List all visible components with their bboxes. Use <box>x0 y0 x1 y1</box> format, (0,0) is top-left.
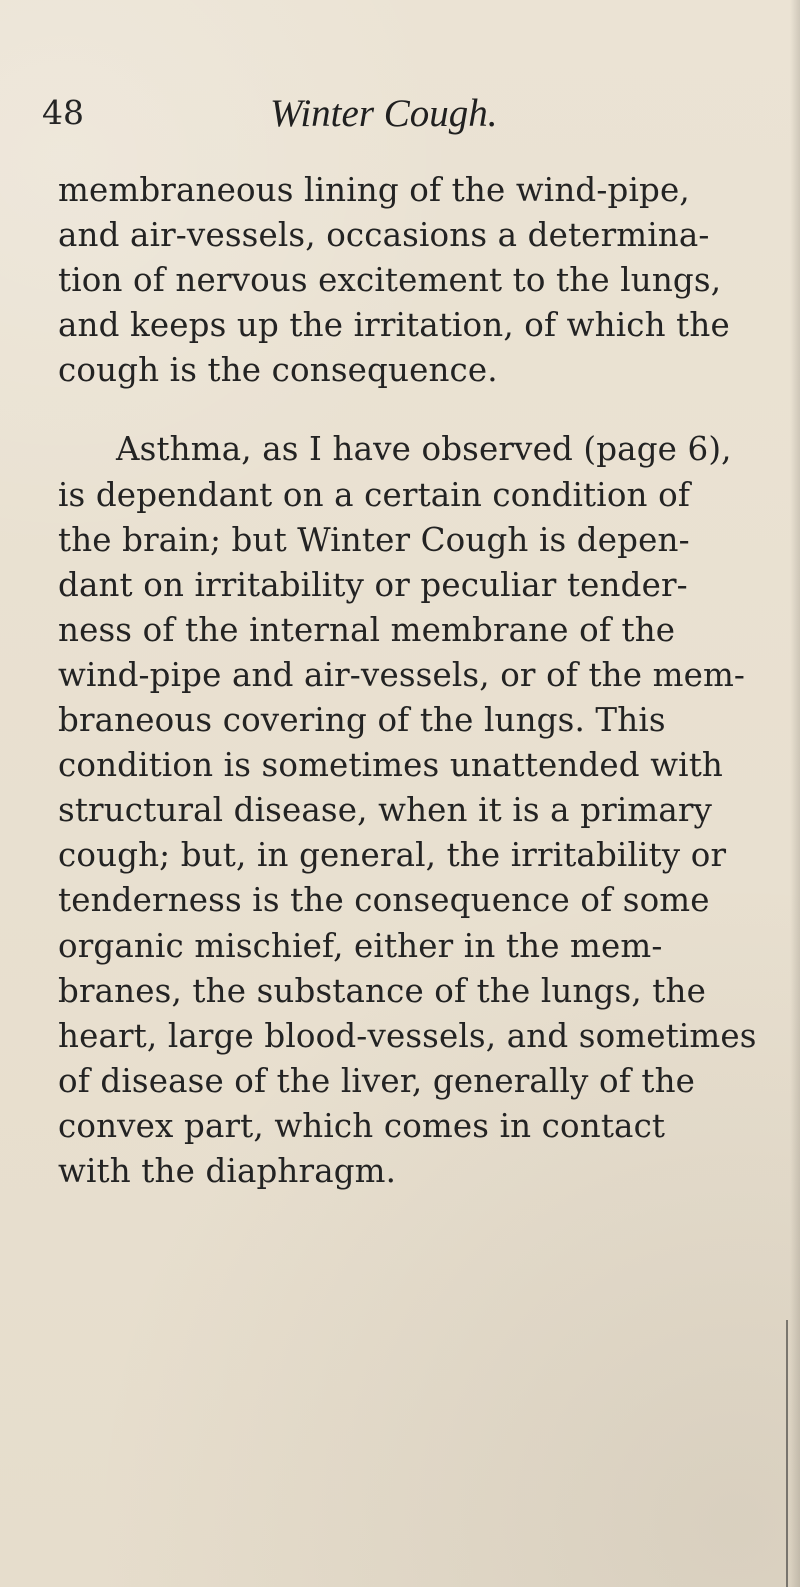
text-line: cough is the consequence. <box>58 351 498 390</box>
text-line: structural disease, when it is a primary <box>58 791 713 830</box>
text-line: convex part, which comes in contact <box>58 1106 666 1145</box>
running-head-title: Winter Cough. <box>270 92 498 135</box>
text-line: cough; but, in general, the irritability or <box>58 836 727 875</box>
page-edge-line <box>786 1320 788 1587</box>
text-line: branes, the substance of the lungs, the <box>58 971 706 1010</box>
text-line: wind-pipe and air-vessels, or of the mem- <box>58 655 746 694</box>
page-edge-shadow <box>790 0 800 1587</box>
text-line: Asthma, as I have observed (page 6), <box>116 430 732 469</box>
page-number: 48 <box>42 93 84 132</box>
text-line: is dependant on a certain condition of <box>58 475 690 514</box>
text-line: dant on irritability or peculiar tender- <box>58 565 688 604</box>
text-line: condition is sometimes unattended with <box>58 746 723 785</box>
text-line: membraneous lining of the wind-pipe, <box>58 171 690 209</box>
page-header <box>42 92 742 156</box>
text-line: with the diaphragm. <box>58 1151 397 1190</box>
text-line: braneous covering of the lungs. This <box>58 701 666 740</box>
text-line: and keeps up the irritation, of which the <box>58 306 730 345</box>
text-line: tion of nervous excitement to the lungs, <box>58 261 722 300</box>
text-line: of disease of the liver, generally of the <box>58 1061 696 1100</box>
text-line: and air-vessels, occasions a determina- <box>58 216 710 255</box>
text-line: heart, large blood-vessels, and sometimes <box>58 1016 757 1055</box>
text-line: organic mischief, either in the mem- <box>58 926 663 965</box>
text-line: tenderness is the consequence of some <box>58 881 710 920</box>
paragraph-break <box>58 393 768 427</box>
text-line: the brain; but Winter Cough is depen- <box>58 520 690 559</box>
text-line: ness of the internal membrane of the <box>58 610 676 649</box>
body-text <box>58 168 768 1194</box>
